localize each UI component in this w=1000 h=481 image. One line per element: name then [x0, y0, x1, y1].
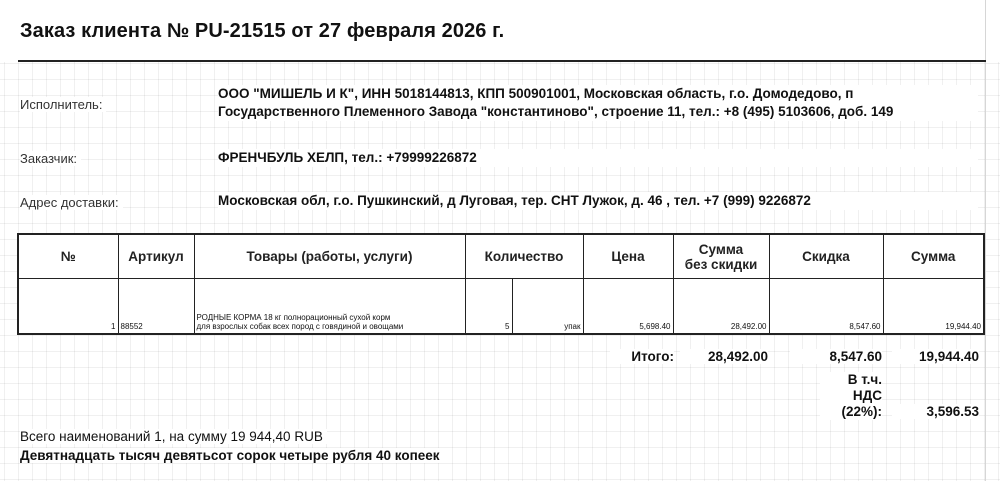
row-unit: упак [512, 279, 583, 335]
executor-line-1: ООО "МИШЕЛЬ И К", ИНН 5018144813, КПП 500901001, Московская область, г.о. Домодедово, п [218, 86, 854, 101]
amount-in-words: Девятнадцать тысяч девятьсот сорок четыре рубля 40 копеек [20, 448, 444, 463]
totals-sum-no-discount: 28,492.00 [680, 349, 768, 364]
vat-label-line2: НДС [852, 388, 882, 403]
sum-no-discount-line1: Сумма [698, 241, 744, 257]
executor-label: Исполнитель: [20, 97, 106, 112]
col-header-num: № [18, 234, 118, 279]
totals-discount: 8,547.60 [790, 349, 882, 364]
vat-label-line1: В т.ч. [847, 372, 882, 387]
col-header-article: Артикул [118, 234, 194, 279]
title-divider [18, 60, 986, 62]
vat-label-line3: (22%): [841, 404, 882, 419]
row-num: 1 [18, 279, 118, 335]
row-price: 5,698.40 [583, 279, 673, 335]
customer-value: ФРЕНЧБУЛЬ ХЕЛП, тел.: +79999226872 [218, 149, 978, 167]
items-table [17, 233, 985, 335]
executor-value [218, 85, 978, 121]
row-qty: 5 [465, 279, 512, 335]
executor-line-2: Государственного Племенного Завода "константиново", строение 11, тел.: +8 (495) 5103606, доб. 149 [218, 104, 894, 119]
items-summary: Всего наименований 1, на сумму 19 944,40 RUB [20, 429, 327, 444]
totals-sum: 19,944.40 [892, 349, 979, 364]
col-header-sum: Сумма [883, 234, 984, 279]
document-title: Заказ клиента № PU-21515 от 27 февраля 2026 г. [20, 20, 505, 42]
col-header-quantity: Количество [465, 234, 583, 279]
vat-label [820, 372, 882, 420]
row-article: 88552 [118, 279, 194, 335]
col-header-sum-no-discount [673, 234, 769, 279]
row-goods [194, 279, 465, 335]
delivery-address-label: Адрес доставки: [20, 195, 123, 210]
col-header-discount: Скидка [769, 234, 883, 279]
row-sum-no-discount: 28,492.00 [673, 279, 769, 335]
row-sum: 19,944.40 [883, 279, 984, 335]
customer-label: Заказчик: [20, 151, 81, 166]
table-row [18, 279, 984, 335]
vat-value: 3,596.53 [892, 404, 979, 419]
sum-no-discount-line2: без скидки [684, 256, 758, 272]
row-goods-line1: РОДНЫЕ КОРМА 18 кг полнорационный сухой корм [196, 313, 391, 322]
col-header-goods: Товары (работы, услуги) [194, 234, 465, 279]
row-discount: 8,547.60 [769, 279, 883, 335]
delivery-address-value: Московская обл, г.о. Пушкинский, д Луговая, тер. СНТ Лужок, д. 46 , тел. +7 (999) 9226872 [218, 192, 978, 210]
col-header-price: Цена [583, 234, 673, 279]
row-goods-line2: для взрослых собак всех пород с говядиной и овощами [196, 322, 404, 331]
table-header-row [18, 234, 984, 279]
page-right-edge [985, 0, 986, 481]
totals-label: Итого: [610, 349, 674, 364]
